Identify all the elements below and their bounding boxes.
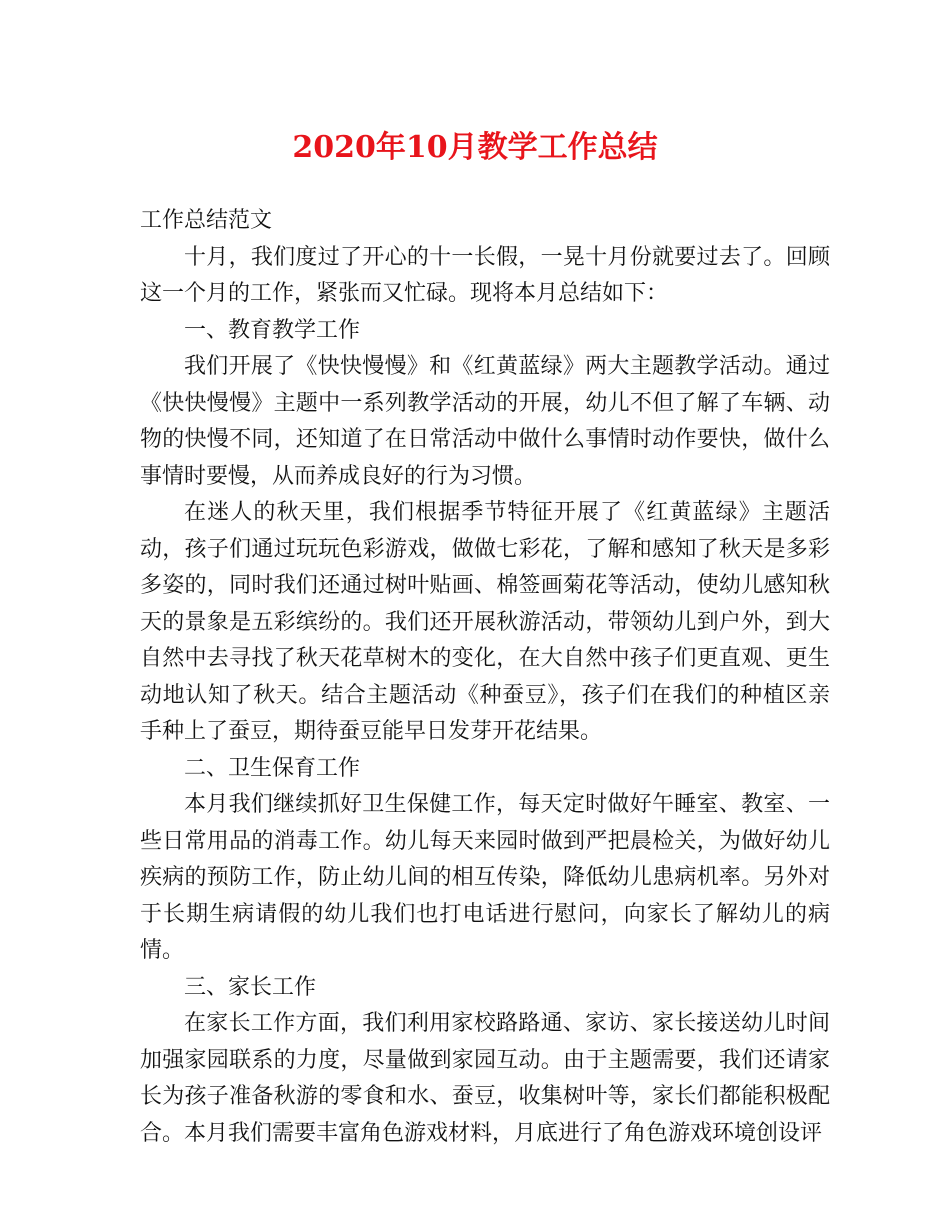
- document-body: [140, 203, 830, 1152]
- paragraph-parents: 在家长工作方面，我们利用家校路路通、家访、家长接送幼儿时间加强家园联系的力度，尽量做到家园互动。由于主题需要，我们还请家长为孩子准备秋游的零食和水、蚕豆，收集树叶等，家长们都能积极配合。本月我们需要丰富角色游戏材料，月底进行了角色游戏环境创设评: [140, 1011, 830, 1146]
- document-title: 2020年10月教学工作总结: [292, 130, 658, 165]
- paragraph-autumn-activities: 在迷人的秋天里，我们根据季节特征开展了《红黄蓝绿》主题活动，孩子们通过玩玩色彩游戏，做做七彩花，了解和感知了秋天是多彩多姿的，同时我们还通过树叶贴画、棉签画菊花等活动，使幼儿感知秋天的景象是五彩缤纷的。我们还开展秋游活动，带领幼儿到户外，到大自然中去寻找了秋天花草树木的变化，在大自然中孩子们更直观、更生动地认知了秋天。结合主题活动《种蚕豆》，孩子们在我们的种植区亲手种上了蚕豆，期待蚕豆能早日发芽开花结果。: [140, 500, 830, 744]
- paragraph-teaching-themes: 我们开展了《快快慢慢》和《红黄蓝绿》两大主题教学活动。通过《快快慢慢》主题中一系列教学活动的开展，幼儿不但了解了车辆、动物的快慢不同，还知道了在日常活动中做什么事情时动作要快，做什么事情时要慢，从而养成良好的行为习惯。: [140, 354, 830, 489]
- section-heading-hygiene: 二、卫生保育工作: [184, 755, 361, 781]
- section-heading-teaching: 一、教育教学工作: [184, 317, 361, 343]
- section-heading-parents: 三、家长工作: [184, 974, 317, 1000]
- document-subtitle: 工作总结范文: [140, 208, 273, 233]
- paragraph-hygiene: 本月我们继续抓好卫生保健工作，每天定时做好午睡室、教室、一些日常用品的消毒工作。幼儿每天来园时做到严把晨检关，为做好幼儿疾病的预防工作，防止幼儿间的相互传染，降低幼儿患病机率。另外对于长期生病请假的幼儿我们也打电话进行慰问，向家长了解幼儿的病情。: [140, 792, 830, 963]
- paragraph-intro: 十月，我们度过了开心的十一长假，一晃十月份就要过去了。回顾这一个月的工作，紧张而又忙碌。现将本月总结如下：: [140, 244, 830, 306]
